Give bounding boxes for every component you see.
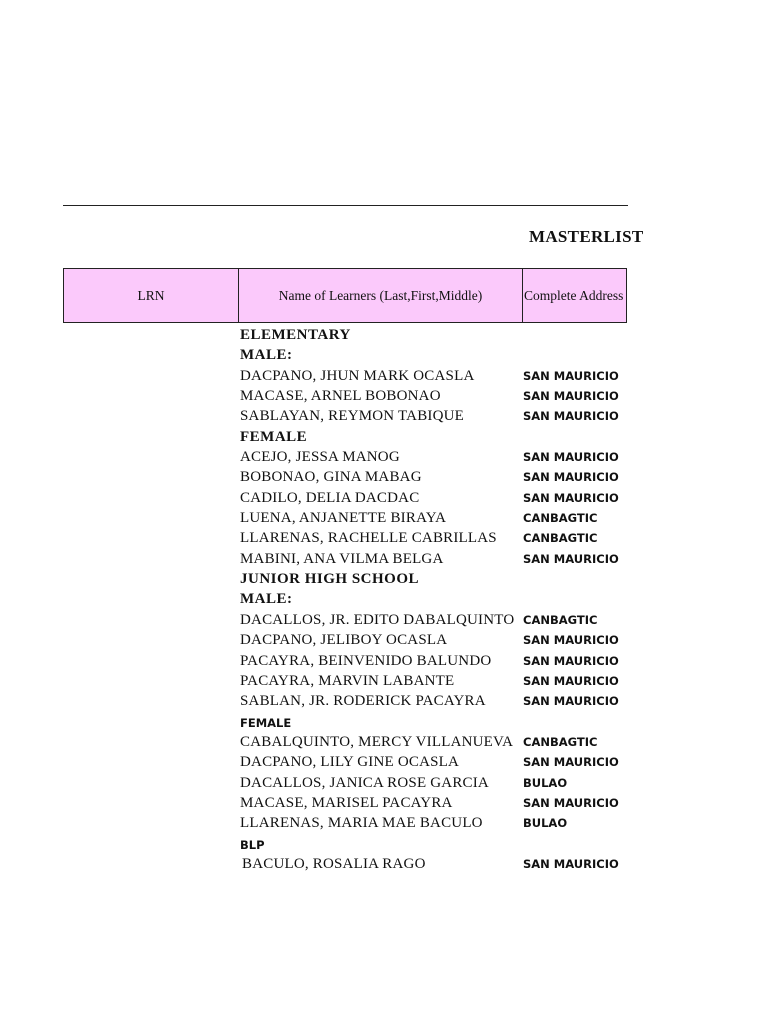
learner-address: SAN MAURICIO	[523, 633, 619, 648]
section-row	[0, 589, 628, 609]
section-label: MALE:	[240, 347, 293, 364]
learner-address: SAN MAURICIO	[523, 490, 619, 505]
learner-name: BACULO, ROSALIA RAGO	[242, 855, 426, 872]
table-row	[0, 366, 628, 386]
table-row	[0, 813, 628, 833]
table-row	[0, 406, 628, 426]
learner-address: BULAO	[523, 775, 568, 790]
table-row	[0, 549, 628, 569]
header-lrn: LRN	[64, 269, 239, 322]
learner-address: CANBAGTIC	[523, 612, 598, 627]
learner-name: CABALQUINTO, MERCY VILLANUEVA	[240, 733, 514, 750]
learner-address: SAN MAURICIO	[523, 389, 619, 404]
learner-name: PACAYRA, MARVIN LABANTE	[240, 672, 455, 689]
learner-name: LLARENAS, MARIA MAE BACULO	[240, 815, 483, 832]
learner-name: DACALLOS, JR. EDITO DABALQUINTO	[240, 611, 515, 628]
section-label: MALE:	[240, 591, 293, 608]
section-label: FEMALE	[240, 428, 308, 445]
learner-address: SAN MAURICIO	[523, 694, 619, 709]
section-row	[0, 427, 628, 447]
table-row	[0, 467, 628, 487]
learner-name: DACPANO, JHUN MARK OCASLA	[240, 367, 475, 384]
learner-address: SAN MAURICIO	[523, 470, 619, 485]
learner-name: DACALLOS, JANICA ROSE GARCIA	[240, 774, 489, 791]
table-header	[63, 268, 627, 323]
learner-name: DACPANO, LILY GINE OCASLA	[240, 754, 460, 771]
learner-name: CADILO, DELIA DACDAC	[240, 489, 420, 506]
learner-address: SAN MAURICIO	[523, 368, 619, 383]
learner-name: SABLAYAN, REYMON TABIQUE	[240, 408, 465, 425]
table-row	[0, 447, 628, 467]
subsection-row	[0, 834, 628, 854]
table-row	[0, 752, 628, 772]
header-name: Name of Learners (Last,First,Middle)	[239, 269, 523, 322]
learner-name: MACASE, ARNEL BOBONAO	[240, 388, 441, 405]
section-label: JUNIOR HIGH SCHOOL	[240, 571, 420, 588]
section-row	[0, 345, 628, 365]
learner-name: DACPANO, JELIBOY OCASLA	[240, 632, 448, 649]
learner-address: SAN MAURICIO	[523, 551, 619, 566]
learner-address: SAN MAURICIO	[523, 409, 619, 424]
table-row	[0, 508, 628, 528]
table-row	[0, 773, 628, 793]
learner-name: LLARENAS, RACHELLE CABRILLAS	[240, 530, 497, 547]
learner-name: LUENA, ANJANETTE BIRAYA	[240, 510, 447, 527]
learner-address: SAN MAURICIO	[523, 856, 619, 871]
table-row	[0, 854, 628, 874]
table-row	[0, 630, 628, 650]
learner-name: MACASE, MARISEL PACAYRA	[240, 794, 453, 811]
learner-address: SAN MAURICIO	[523, 673, 619, 688]
table-row	[0, 793, 628, 813]
learner-list	[0, 325, 628, 874]
table-row	[0, 651, 628, 671]
learner-address: SAN MAURICIO	[523, 755, 619, 770]
top-rule	[63, 205, 628, 206]
learner-name: BOBONAO, GINA MABAG	[240, 469, 422, 486]
subsection-row	[0, 712, 628, 732]
learner-address: SAN MAURICIO	[523, 450, 619, 465]
table-row	[0, 386, 628, 406]
page-title: MASTERLIST	[529, 227, 644, 246]
learner-name: MABINI, ANA VILMA BELGA	[240, 550, 444, 567]
subsection-label: BLP	[240, 837, 265, 852]
learner-address: SAN MAURICIO	[523, 653, 619, 668]
table-row	[0, 610, 628, 630]
learner-address: CANBAGTIC	[523, 511, 598, 526]
learner-address: CANBAGTIC	[523, 734, 598, 749]
header-address: Complete Address	[524, 288, 624, 303]
section-row	[0, 325, 628, 345]
subsection-label: FEMALE	[240, 715, 292, 730]
table-row	[0, 732, 628, 752]
learner-name: ACEJO, JESSA MANOG	[240, 449, 400, 466]
section-row	[0, 569, 628, 589]
table-row	[0, 528, 628, 548]
section-label: ELEMENTARY	[240, 327, 351, 343]
learner-address: SAN MAURICIO	[523, 795, 619, 810]
learner-name: SABLAN, JR. RODERICK PACAYRA	[240, 693, 486, 710]
learner-address: CANBAGTIC	[523, 531, 598, 546]
learner-address: BULAO	[523, 816, 568, 831]
learner-name: PACAYRA, BEINVENIDO BALUNDO	[240, 652, 492, 669]
table-row	[0, 691, 628, 711]
table-row	[0, 488, 628, 508]
table-row	[0, 671, 628, 691]
